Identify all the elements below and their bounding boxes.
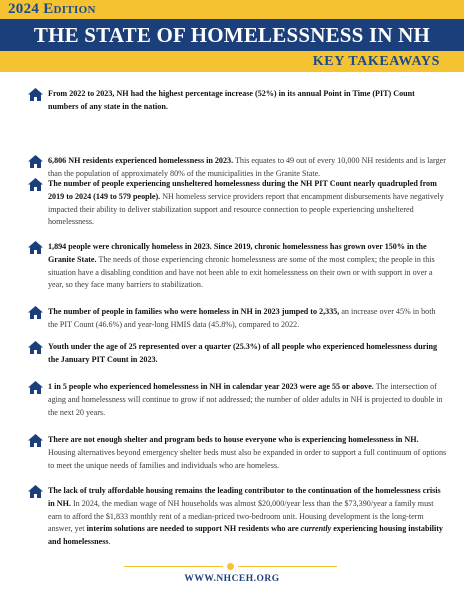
takeaway-item [30, 241, 447, 292]
takeaway-text: The number of people in families who were homeless in NH in 2023 jumped to 2,335, an increase over 45% in both the PIT Count (46.6%) and year-long HMIS data (45.8%), compared to 2022. [48, 307, 436, 329]
edition-label: 2024 Edition [8, 1, 96, 17]
takeaway-text: 6,806 NH residents experienced homelessness in 2023. This equates to 49 out of every 10,000 NH residents and is larger than the population of approximately 80% of the municipalities in the Granite State. [48, 156, 446, 178]
takeaway-item [30, 306, 447, 332]
takeaway-item [30, 178, 447, 229]
house-icon [28, 434, 43, 447]
house-icon [28, 155, 43, 168]
takeaway-text: 1 in 5 people who experienced homelessness in NH in calendar year 2023 were age 55 or above. The intersection of aging and homelessness will continue to grow if not addressed; the number of older adults in NH is projected to double in the next 20 years. [48, 382, 443, 417]
page-subtitle: KEY TAKEAWAYS [312, 54, 440, 69]
website-url[interactable]: WWW.NHCEH.ORG [184, 574, 280, 584]
takeaway-item [30, 88, 447, 114]
house-icon [28, 88, 43, 101]
takeaway-text: The lack of truly affordable housing remains the leading contributor to the continuation of the homelessness crisis in NH. In 2024, the median wage of NH households was almost $20,000/year less than the $73,390/year a family must earn to afford the $1,833 monthly rent of a median-priced two-bedroom unit. Housing development is the long-term answer, yet interim solutions are needed to support NH residents who are currently experiencing housing instability and homelessness. [48, 486, 443, 547]
house-icon [28, 306, 43, 319]
takeaway-item [30, 381, 447, 419]
house-icon [28, 381, 43, 394]
takeaway-text: 1,894 people were chronically homeless in 2023. Since 2019, chronic homelessness has grown over 150% in the Granite State. The needs of those experiencing chronic homelessness are some of the most complex; the people in this situation have a disabling condition and have not been able to exit homelessness on their own or with support in over a year, so they face many barriers to stabilization. [48, 242, 435, 290]
takeaway-text: Youth under the age of 25 represented over a quarter (25.3%) of all people who experienced homelessness during the January PIT Count in 2023. [48, 342, 438, 364]
house-icon [28, 341, 43, 354]
takeaway-item [30, 341, 447, 367]
house-icon [28, 241, 43, 254]
house-icon [28, 178, 43, 191]
footer-divider-left [124, 566, 223, 567]
footer-divider-right [238, 566, 337, 567]
footer-dot [227, 563, 234, 570]
house-icon [28, 485, 43, 498]
takeaway-text: There are not enough shelter and program beds to house everyone who is experiencing homelessness in NH. Housing alternatives beyond emergency shelter beds must also be expanded in order to support a full continuum of options to meet the unique needs of families and individuals who are homeless. [48, 435, 447, 470]
page-title: THE STATE OF HOMELESSNESS IN NH [33, 23, 431, 47]
takeaway-item [30, 155, 447, 181]
takeaway-text: From 2022 to 2023, NH had the highest percentage increase (52%) in its annual Point in Time (PIT) Count numbers of any state in the nation. [48, 89, 415, 111]
takeaway-text: The number of people experiencing unsheltered homelessness during the NH PIT Count nearly quadrupled from 2019 to 2024 (149 to 579 people). NH homeless service providers report that encampment disbursements have negatively impacted their ability to deliver stabilization support and resource connection to people experiencing unsheltered homelessness. [48, 179, 444, 227]
takeaway-item [30, 434, 447, 472]
takeaway-item [30, 485, 447, 549]
